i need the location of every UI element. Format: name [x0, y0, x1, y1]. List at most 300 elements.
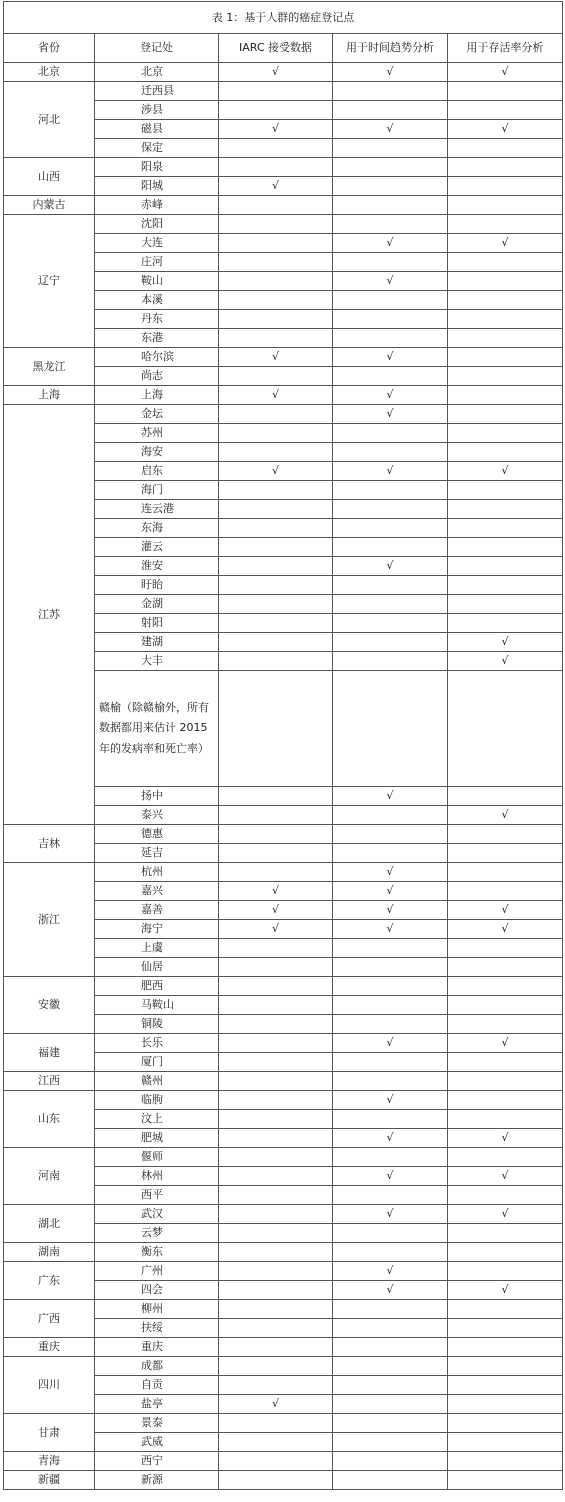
registry-cell: 建湖 — [95, 633, 219, 652]
iarc-cell — [219, 481, 333, 500]
survival-cell — [448, 177, 563, 196]
trend-cell — [333, 424, 448, 443]
iarc-cell — [219, 215, 333, 234]
survival-cell — [448, 272, 563, 291]
iarc-cell — [219, 1148, 333, 1167]
province-cell: 福建 — [4, 1034, 95, 1072]
trend-cell — [333, 576, 448, 595]
survival-cell — [448, 825, 563, 844]
province-cell: 新疆 — [4, 1471, 95, 1490]
iarc-cell — [219, 787, 333, 806]
survival-cell — [448, 329, 563, 348]
registry-cell: 海门 — [95, 481, 219, 500]
trend-cell — [333, 538, 448, 557]
survival-cell — [448, 595, 563, 614]
iarc-cell — [219, 63, 333, 82]
trend-cell — [333, 1167, 448, 1186]
iarc-cell — [219, 1357, 333, 1376]
survival-cell — [448, 920, 563, 939]
survival-cell — [448, 462, 563, 481]
trend-cell — [333, 234, 448, 253]
iarc-cell — [219, 863, 333, 882]
survival-cell — [448, 806, 563, 825]
table-row — [4, 196, 563, 215]
registry-cell: 东海 — [95, 519, 219, 538]
survival-cell — [448, 234, 563, 253]
survival-cell — [448, 82, 563, 101]
trend-cell — [333, 787, 448, 806]
registry-cell: 丹东 — [95, 310, 219, 329]
iarc-cell — [219, 1414, 333, 1433]
check-mark-icon: √ — [501, 122, 509, 136]
survival-cell — [448, 977, 563, 996]
table-row — [4, 1338, 563, 1357]
registry-cell: 延吉 — [95, 844, 219, 863]
iarc-cell — [219, 1110, 333, 1129]
survival-cell — [448, 1319, 563, 1338]
survival-cell — [448, 253, 563, 272]
survival-cell — [448, 291, 563, 310]
survival-cell — [448, 348, 563, 367]
survival-cell — [448, 196, 563, 215]
registry-cell: 扶绥 — [95, 1319, 219, 1338]
trend-cell — [333, 291, 448, 310]
check-mark-icon: √ — [386, 1036, 394, 1050]
trend-cell — [333, 1300, 448, 1319]
province-cell: 湖南 — [4, 1243, 95, 1262]
iarc-cell — [219, 1319, 333, 1338]
check-mark-icon: √ — [386, 65, 394, 79]
trend-cell — [333, 63, 448, 82]
registry-cell: 偃师 — [95, 1148, 219, 1167]
survival-cell — [448, 671, 563, 787]
registry-cell: 上虞 — [95, 939, 219, 958]
province-cell: 河南 — [4, 1148, 95, 1205]
survival-cell — [448, 882, 563, 901]
trend-cell — [333, 1129, 448, 1148]
trend-cell — [333, 996, 448, 1015]
registry-cell: 苏州 — [95, 424, 219, 443]
registry-cell: 涉县 — [95, 101, 219, 120]
trend-cell — [333, 557, 448, 576]
survival-cell — [448, 1338, 563, 1357]
iarc-cell — [219, 1167, 333, 1186]
table-row — [4, 1205, 563, 1224]
iarc-cell — [219, 882, 333, 901]
iarc-cell — [219, 329, 333, 348]
trend-cell — [333, 272, 448, 291]
iarc-cell — [219, 291, 333, 310]
registry-cell: 灌云 — [95, 538, 219, 557]
survival-cell — [448, 215, 563, 234]
registry-cell: 武威 — [95, 1433, 219, 1452]
registry-cell: 马鞍山 — [95, 996, 219, 1015]
survival-cell — [448, 367, 563, 386]
trend-cell — [333, 863, 448, 882]
registry-cell: 四会 — [95, 1281, 219, 1300]
check-mark-icon: √ — [386, 350, 394, 364]
registry-cell: 景泰 — [95, 1414, 219, 1433]
province-cell: 湖北 — [4, 1205, 95, 1243]
registry-cell: 哈尔滨 — [95, 348, 219, 367]
trend-cell — [333, 1471, 448, 1490]
check-mark-icon: √ — [386, 122, 394, 136]
survival-cell — [448, 481, 563, 500]
check-mark-icon: √ — [386, 388, 394, 402]
table-row — [4, 863, 563, 882]
iarc-cell — [219, 1034, 333, 1053]
registry-cell: 西平 — [95, 1186, 219, 1205]
trend-cell — [333, 196, 448, 215]
trend-cell — [333, 633, 448, 652]
registry-cell: 云梦 — [95, 1224, 219, 1243]
trend-cell — [333, 1262, 448, 1281]
trend-cell — [333, 1034, 448, 1053]
registry-cell: 德惠 — [95, 825, 219, 844]
check-mark-icon: √ — [386, 789, 394, 803]
trend-cell — [333, 1338, 448, 1357]
table-row — [4, 1452, 563, 1471]
registry-cell: 尚志 — [95, 367, 219, 386]
registry-cell: 厦门 — [95, 1053, 219, 1072]
check-mark-icon: √ — [386, 922, 394, 936]
header-iarc: IARC 接受数据 — [219, 34, 333, 63]
survival-cell — [448, 958, 563, 977]
iarc-cell — [219, 1224, 333, 1243]
registry-cell: 衡东 — [95, 1243, 219, 1262]
registry-cell: 广州 — [95, 1262, 219, 1281]
iarc-cell — [219, 196, 333, 215]
trend-cell — [333, 1281, 448, 1300]
iarc-cell — [219, 1129, 333, 1148]
check-mark-icon: √ — [271, 65, 279, 79]
registry-cell: 盐亭 — [95, 1395, 219, 1414]
check-mark-icon: √ — [501, 236, 509, 250]
check-mark-icon: √ — [271, 122, 279, 136]
iarc-cell — [219, 120, 333, 139]
check-mark-icon: √ — [501, 464, 509, 478]
survival-cell — [448, 1395, 563, 1414]
iarc-cell — [219, 1091, 333, 1110]
check-mark-icon: √ — [271, 884, 279, 898]
table-title: 表 1：基于人群的癌症登记点 — [4, 2, 563, 34]
province-cell: 河北 — [4, 82, 95, 158]
registry-cell: 大连 — [95, 234, 219, 253]
check-mark-icon: √ — [386, 1207, 394, 1221]
iarc-cell — [219, 1072, 333, 1091]
registry-note-cell: 赣榆（除赣榆外，所有数据都用来估计 2015 年的发病率和死亡率） — [95, 671, 219, 787]
survival-cell — [448, 939, 563, 958]
table-row — [4, 1357, 563, 1376]
check-mark-icon: √ — [501, 654, 509, 668]
check-mark-icon: √ — [271, 922, 279, 936]
trend-cell — [333, 158, 448, 177]
trend-cell — [333, 1091, 448, 1110]
iarc-cell — [219, 576, 333, 595]
table-row — [4, 158, 563, 177]
trend-cell — [333, 215, 448, 234]
survival-cell — [448, 1471, 563, 1490]
iarc-cell — [219, 825, 333, 844]
trend-cell — [333, 139, 448, 158]
trend-cell — [333, 120, 448, 139]
province-cell: 吉林 — [4, 825, 95, 863]
registry-cell: 嘉善 — [95, 901, 219, 920]
province-cell: 山西 — [4, 158, 95, 196]
survival-cell — [448, 538, 563, 557]
trend-cell — [333, 386, 448, 405]
table-row — [4, 1091, 563, 1110]
registry-cell: 金坛 — [95, 405, 219, 424]
iarc-cell — [219, 996, 333, 1015]
check-mark-icon: √ — [386, 559, 394, 573]
registry-cell: 武汉 — [95, 1205, 219, 1224]
trend-cell — [333, 1319, 448, 1338]
registry-cell: 上海 — [95, 386, 219, 405]
trend-cell — [333, 1452, 448, 1471]
registry-cell: 赣州 — [95, 1072, 219, 1091]
trend-cell — [333, 1395, 448, 1414]
trend-cell — [333, 177, 448, 196]
check-mark-icon: √ — [386, 1131, 394, 1145]
table-row — [4, 1034, 563, 1053]
survival-cell — [448, 63, 563, 82]
trend-cell — [333, 500, 448, 519]
iarc-cell — [219, 310, 333, 329]
province-cell: 安徽 — [4, 977, 95, 1034]
check-mark-icon: √ — [386, 865, 394, 879]
survival-cell — [448, 1243, 563, 1262]
survival-cell — [448, 1167, 563, 1186]
survival-cell — [448, 519, 563, 538]
trend-cell — [333, 939, 448, 958]
trend-cell — [333, 481, 448, 500]
registry-cell: 启东 — [95, 462, 219, 481]
survival-cell — [448, 1053, 563, 1072]
iarc-cell — [219, 272, 333, 291]
trend-cell — [333, 1205, 448, 1224]
province-cell: 广东 — [4, 1262, 95, 1300]
registry-cell: 肥城 — [95, 1129, 219, 1148]
check-mark-icon: √ — [386, 1169, 394, 1183]
trend-cell — [333, 614, 448, 633]
header-registry: 登记处 — [95, 34, 219, 63]
iarc-cell — [219, 920, 333, 939]
trend-cell — [333, 82, 448, 101]
iarc-cell — [219, 177, 333, 196]
registry-cell: 射阳 — [95, 614, 219, 633]
survival-cell — [448, 633, 563, 652]
registry-cell: 柳州 — [95, 1300, 219, 1319]
trend-cell — [333, 310, 448, 329]
survival-cell — [448, 424, 563, 443]
survival-cell — [448, 1186, 563, 1205]
survival-cell — [448, 844, 563, 863]
trend-cell — [333, 1053, 448, 1072]
table-row — [4, 215, 563, 234]
trend-cell — [333, 806, 448, 825]
registry-cell: 鞍山 — [95, 272, 219, 291]
survival-cell — [448, 863, 563, 882]
table-row — [4, 977, 563, 996]
iarc-cell — [219, 939, 333, 958]
check-mark-icon: √ — [501, 808, 509, 822]
survival-cell — [448, 1110, 563, 1129]
registry-cell: 盱眙 — [95, 576, 219, 595]
check-mark-icon: √ — [271, 1397, 279, 1411]
table-row — [4, 1414, 563, 1433]
check-mark-icon: √ — [501, 1131, 509, 1145]
survival-cell — [448, 996, 563, 1015]
iarc-cell — [219, 1433, 333, 1452]
survival-cell — [448, 787, 563, 806]
table-row — [4, 1262, 563, 1281]
survival-cell — [448, 557, 563, 576]
iarc-cell — [219, 82, 333, 101]
iarc-cell — [219, 253, 333, 272]
trend-cell — [333, 844, 448, 863]
check-mark-icon: √ — [501, 1207, 509, 1221]
registry-cell: 阳城 — [95, 177, 219, 196]
trend-cell — [333, 462, 448, 481]
trend-cell — [333, 1148, 448, 1167]
registry-cell: 扬中 — [95, 787, 219, 806]
registry-cell: 仙居 — [95, 958, 219, 977]
iarc-cell — [219, 500, 333, 519]
province-cell: 重庆 — [4, 1338, 95, 1357]
iarc-cell — [219, 1300, 333, 1319]
iarc-cell — [219, 844, 333, 863]
table-row — [4, 63, 563, 82]
check-mark-icon: √ — [271, 350, 279, 364]
registry-cell: 迁西县 — [95, 82, 219, 101]
iarc-cell — [219, 1471, 333, 1490]
table-row — [4, 825, 563, 844]
survival-cell — [448, 901, 563, 920]
iarc-cell — [219, 405, 333, 424]
iarc-cell — [219, 977, 333, 996]
survival-cell — [448, 386, 563, 405]
survival-cell — [448, 1129, 563, 1148]
iarc-cell — [219, 1243, 333, 1262]
iarc-cell — [219, 614, 333, 633]
registry-cell: 金湖 — [95, 595, 219, 614]
province-cell: 内蒙古 — [4, 196, 95, 215]
iarc-cell — [219, 806, 333, 825]
check-mark-icon: √ — [386, 903, 394, 917]
registry-cell: 沈阳 — [95, 215, 219, 234]
survival-cell — [448, 139, 563, 158]
table-body — [4, 2, 563, 1490]
check-mark-icon: √ — [501, 922, 509, 936]
iarc-cell — [219, 1015, 333, 1034]
check-mark-icon: √ — [501, 1036, 509, 1050]
iarc-cell — [219, 557, 333, 576]
province-cell: 北京 — [4, 63, 95, 82]
iarc-cell — [219, 367, 333, 386]
iarc-cell — [219, 139, 333, 158]
registry-cell: 泰兴 — [95, 806, 219, 825]
check-mark-icon: √ — [386, 1093, 394, 1107]
trend-cell — [333, 1376, 448, 1395]
trend-cell — [333, 920, 448, 939]
province-cell: 四川 — [4, 1357, 95, 1414]
header-survival: 用于存活率分析 — [448, 34, 563, 63]
header-row — [4, 34, 563, 63]
header-province: 省份 — [4, 34, 95, 63]
registry-cell: 铜陵 — [95, 1015, 219, 1034]
trend-cell — [333, 101, 448, 120]
iarc-cell — [219, 1186, 333, 1205]
survival-cell — [448, 1300, 563, 1319]
registry-cell: 连云港 — [95, 500, 219, 519]
table-row — [4, 1243, 563, 1262]
iarc-cell — [219, 386, 333, 405]
table-row — [4, 405, 563, 424]
check-mark-icon: √ — [386, 407, 394, 421]
check-mark-icon: √ — [501, 1169, 509, 1183]
trend-cell — [333, 519, 448, 538]
trend-cell — [333, 652, 448, 671]
registry-cell: 赤峰 — [95, 196, 219, 215]
registry-cell: 本溪 — [95, 291, 219, 310]
survival-cell — [448, 101, 563, 120]
iarc-cell — [219, 1053, 333, 1072]
survival-cell — [448, 158, 563, 177]
check-mark-icon: √ — [386, 274, 394, 288]
registry-cell: 嘉兴 — [95, 882, 219, 901]
registry-cell: 西宁 — [95, 1452, 219, 1471]
province-cell: 江苏 — [4, 405, 95, 825]
header-trend: 用于时间趋势分析 — [333, 34, 448, 63]
trend-cell — [333, 443, 448, 462]
trend-cell — [333, 1110, 448, 1129]
iarc-cell — [219, 958, 333, 977]
iarc-cell — [219, 1376, 333, 1395]
check-mark-icon: √ — [271, 388, 279, 402]
registry-cell: 肥西 — [95, 977, 219, 996]
registry-cell: 东港 — [95, 329, 219, 348]
check-mark-icon: √ — [501, 1283, 509, 1297]
check-mark-icon: √ — [386, 1264, 394, 1278]
province-cell: 青海 — [4, 1452, 95, 1471]
iarc-cell — [219, 671, 333, 787]
iarc-cell — [219, 462, 333, 481]
registry-cell: 重庆 — [95, 1338, 219, 1357]
check-mark-icon: √ — [271, 464, 279, 478]
trend-cell — [333, 671, 448, 787]
province-cell: 辽宁 — [4, 215, 95, 348]
trend-cell — [333, 405, 448, 424]
check-mark-icon: √ — [386, 1283, 394, 1297]
survival-cell — [448, 500, 563, 519]
trend-cell — [333, 1224, 448, 1243]
province-cell: 广西 — [4, 1300, 95, 1338]
trend-cell — [333, 1186, 448, 1205]
survival-cell — [448, 1376, 563, 1395]
iarc-cell — [219, 633, 333, 652]
table-row — [4, 82, 563, 101]
trend-cell — [333, 825, 448, 844]
check-mark-icon: √ — [386, 236, 394, 250]
trend-cell — [333, 958, 448, 977]
iarc-cell — [219, 1395, 333, 1414]
iarc-cell — [219, 158, 333, 177]
survival-cell — [448, 1433, 563, 1452]
registry-cell: 磁县 — [95, 120, 219, 139]
trend-cell — [333, 595, 448, 614]
registry-cell: 成都 — [95, 1357, 219, 1376]
